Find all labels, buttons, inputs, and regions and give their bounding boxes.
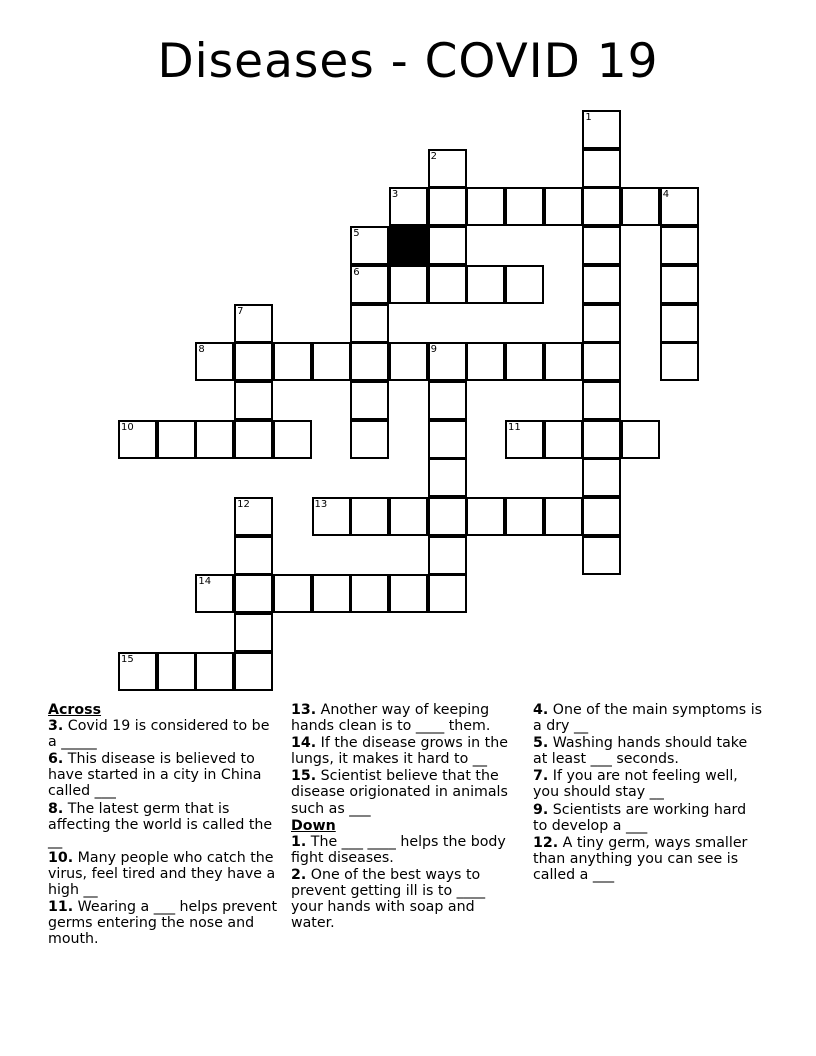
across-heading: Across: [48, 702, 102, 718]
grid-cell[interactable]: [428, 226, 467, 265]
grid-cell[interactable]: [505, 265, 544, 304]
clue-text: A tiny germ, ways smaller than anything you can see is called a ___: [533, 834, 748, 883]
clue-number-label: 14: [198, 576, 212, 588]
grid-cell[interactable]: [389, 187, 428, 226]
page-title: Diseases - COVID 19: [157, 34, 659, 89]
clue-number: 10.: [48, 849, 74, 866]
clue-across-10: [48, 850, 278, 898]
grid-cell[interactable]: [582, 381, 621, 420]
clue-number: 7.: [533, 768, 549, 785]
grid-cell[interactable]: [544, 420, 583, 459]
clue-number-label: 5: [353, 228, 360, 240]
clue-number: 8.: [48, 800, 64, 817]
clue-number: 15.: [291, 768, 317, 785]
clue-text: Scientist believe that the disease origionated in animals such as ___: [291, 768, 508, 817]
grid-cell[interactable]: [234, 613, 273, 652]
clue-number: 6.: [48, 751, 64, 768]
grid-cell[interactable]: [428, 342, 467, 381]
clue-across-8: [48, 801, 278, 849]
grid-cell[interactable]: [544, 497, 583, 536]
clue-number: 11.: [48, 899, 74, 916]
clue-number: 3.: [48, 718, 64, 735]
grid-cell[interactable]: [544, 342, 583, 381]
grid-cell[interactable]: [195, 420, 234, 459]
clue-number: 9.: [533, 801, 549, 818]
grid-cell[interactable]: [157, 420, 196, 459]
clue-column-2: [291, 702, 519, 932]
clue-text: If the disease grows in the lungs, it makes it hard to __: [291, 735, 508, 768]
grid-cell[interactable]: [582, 187, 621, 226]
grid-cell[interactable]: [350, 420, 389, 459]
clue-number: 4.: [533, 702, 549, 718]
grid-cell[interactable]: [234, 342, 273, 381]
grid-cell[interactable]: [273, 574, 312, 613]
grid-cell[interactable]: [234, 574, 273, 613]
grid-cell[interactable]: [466, 265, 505, 304]
clue-column-3: [533, 702, 763, 884]
clue-number-label: 6: [353, 266, 360, 278]
clue-text: The ___ ____ helps the body fight diseases.: [291, 833, 506, 866]
clue-text: Scientists are working hard to develop a ___: [533, 801, 747, 834]
grid-cell[interactable]: [428, 536, 467, 575]
grid-cell[interactable]: [621, 420, 660, 459]
clue-number: 14.: [291, 735, 317, 752]
clue-number-label: 13: [314, 499, 328, 510]
grid-cell[interactable]: [660, 304, 699, 343]
clue-down-4: [533, 702, 763, 734]
grid-cell[interactable]: [195, 652, 234, 691]
grid-cell[interactable]: [350, 265, 389, 304]
grid-cell[interactable]: [195, 342, 234, 381]
clue-text: One of the best ways to prevent getting ill is to ____ your hands with soap and water.: [291, 866, 486, 932]
clue-text: Washing hands should take at least ___ seconds.: [533, 735, 748, 768]
clue-down-9: [533, 802, 763, 834]
grid-cell[interactable]: [582, 149, 621, 188]
clue-across-14: [291, 735, 519, 767]
grid-cell[interactable]: [350, 574, 389, 613]
grid-cell[interactable]: [350, 304, 389, 343]
grid-cell[interactable]: [118, 652, 157, 691]
grid-cell[interactable]: [157, 652, 196, 691]
clue-down-5: [533, 735, 763, 767]
clue-across-6: [48, 751, 278, 799]
grid-cell[interactable]: [350, 226, 389, 265]
clue-text: One of the main symptoms is a dry __: [533, 702, 763, 735]
clue-number: 5.: [533, 735, 549, 752]
grid-cell[interactable]: [544, 187, 583, 226]
grid-cell[interactable]: [234, 497, 273, 536]
clue-number: 13.: [291, 702, 317, 718]
clue-down-12: [533, 835, 763, 883]
grid-cell[interactable]: [312, 574, 351, 613]
clue-number-label: 2: [430, 150, 437, 162]
grid-cell[interactable]: [389, 497, 428, 536]
clue-number: 12.: [533, 834, 559, 851]
grid-cell[interactable]: [234, 652, 273, 691]
clue-text: If you are not feeling well, you should stay __: [533, 768, 738, 801]
grid-cell[interactable]: [582, 110, 621, 149]
grid-cell[interactable]: [582, 420, 621, 459]
grid-cell[interactable]: [582, 265, 621, 304]
grid-cell[interactable]: [428, 497, 467, 536]
clue-number-label: 10: [121, 421, 134, 433]
clue-number-label: 7: [237, 305, 244, 317]
grid-cell[interactable]: [582, 226, 621, 265]
grid-cell[interactable]: [505, 342, 544, 381]
grid-cell[interactable]: [428, 149, 467, 188]
clue-text: This disease is believed to have started in a city in China called ___: [48, 751, 262, 800]
grid-cell[interactable]: [505, 187, 544, 226]
clue-down-1: [291, 834, 519, 866]
clue-across-11: [48, 899, 278, 947]
clue-number-label: 1: [585, 112, 592, 123]
grid-cell[interactable]: [582, 497, 621, 536]
grid-cell[interactable]: [582, 304, 621, 343]
clue-text: Another way of keeping hands clean is to ____ them.: [291, 702, 491, 735]
grid-cell[interactable]: [234, 536, 273, 575]
clue-number-label: 3: [391, 189, 399, 201]
clue-number-label: 15: [121, 653, 134, 665]
grid-cell[interactable]: [273, 420, 312, 459]
grid-cell[interactable]: [234, 420, 273, 459]
clue-across-3: [48, 718, 278, 750]
clue-number: 1.: [291, 833, 307, 850]
grid-cell[interactable]: [660, 187, 699, 226]
down-heading: Down: [291, 817, 336, 834]
grid-cell[interactable]: [466, 497, 505, 536]
grid-cell[interactable]: [428, 265, 467, 304]
grid-cell[interactable]: [428, 187, 467, 226]
clue-down-2: [291, 867, 519, 931]
grid-cell[interactable]: [312, 497, 351, 536]
grid-cell[interactable]: [389, 342, 428, 381]
grid-cell[interactable]: [428, 381, 467, 420]
clue-across-15: [291, 768, 519, 816]
grid-cell[interactable]: [466, 187, 505, 226]
clue-number-label: 4: [662, 189, 670, 201]
clue-column-1: [48, 702, 278, 948]
grid-cell[interactable]: [389, 265, 428, 304]
grid-cell[interactable]: [350, 342, 389, 381]
grid-cell[interactable]: [582, 458, 621, 497]
clue-text: Wearing a ___ helps prevent germs entering the nose and mouth.: [48, 899, 278, 948]
clue-across-13: [291, 702, 519, 734]
grid-cell[interactable]: [505, 420, 544, 459]
grid-cell[interactable]: [660, 226, 699, 265]
grid-cell[interactable]: [312, 342, 351, 381]
clue-number-label: 8: [198, 344, 205, 356]
clue-number-label: 9: [430, 344, 437, 356]
clue-text: The latest germ that is affecting the world is called the __: [48, 800, 273, 849]
grid-cell[interactable]: [428, 458, 467, 497]
grid-cell[interactable]: [118, 420, 157, 459]
clue-text: Covid 19 is considered to be a _____: [48, 718, 270, 751]
grid-cell[interactable]: [195, 574, 234, 613]
clue-number-label: 12: [237, 499, 250, 510]
grid-cell[interactable]: [466, 342, 505, 381]
grid-cell[interactable]: [582, 536, 621, 575]
grid-cell[interactable]: [389, 574, 428, 613]
black-cell: [389, 226, 428, 265]
grid-cell[interactable]: [621, 187, 660, 226]
grid-cell[interactable]: [660, 265, 699, 304]
grid-cell[interactable]: [428, 574, 467, 613]
grid-cell[interactable]: [350, 381, 389, 420]
grid-cell[interactable]: [505, 497, 544, 536]
grid-cell[interactable]: [428, 420, 467, 459]
clue-text: Many people who catch the virus, feel tired and they have a high __: [48, 849, 276, 899]
grid-cell[interactable]: [273, 342, 312, 381]
clue-number-label: 11: [508, 421, 521, 433]
grid-cell[interactable]: [234, 304, 273, 343]
grid-cell[interactable]: [234, 381, 273, 420]
grid-cell[interactable]: [350, 497, 389, 536]
grid-cell[interactable]: [660, 342, 699, 381]
grid-cell[interactable]: [582, 342, 621, 381]
clue-down-7: [533, 768, 763, 800]
clue-number: 2.: [291, 866, 307, 883]
